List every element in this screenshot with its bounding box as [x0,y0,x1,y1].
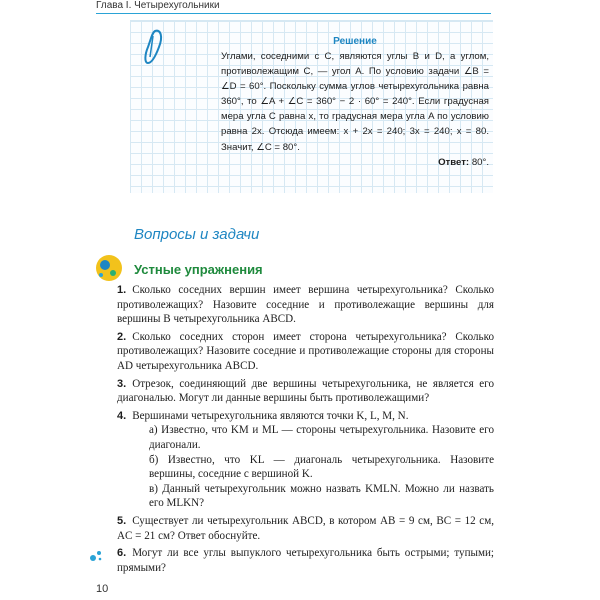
task-item [101,330,494,374]
task-number: 5. [117,514,127,527]
task-text: Существует ли четырехугольник ABCD, в котором AB = 9 см, BC = 12 см, AC = 21 см? Ответ обоснуйте. [117,514,494,542]
difficulty-dots-icon [89,548,103,562]
task-item [101,546,494,575]
solution-title: Решение [333,36,377,47]
answer-label: Ответ: [438,156,470,168]
solution-answer [221,155,489,170]
pen-icon [141,27,167,67]
oral-exercises-title: Устные упражнения [134,262,263,277]
task-item [101,514,494,543]
task-subitem: а) Известно, что KM и ML — стороны четырехугольника. Назовите его диагонали. [149,424,494,451]
task-text: Могут ли все углы выпуклого четырехугольника быть острыми; тупыми; прямыми? [117,547,494,574]
task-number: 4. [117,409,127,422]
task-list [101,283,494,578]
answer-value: 80°. [471,156,489,168]
task-text: Сколько соседних сторон имеет сторона четырехугольника? Сколько противолежащих? Назовите соседние и противолежащие стороны для стороны AD четырехугольника ABCD. [117,330,494,372]
solution-block [221,35,489,170]
task-item [101,377,494,406]
chapter-header [96,0,491,14]
task-text: Вершинами четырехугольника являются точки K, L, M, N. [132,409,409,422]
oral-exercises-icon [94,253,124,283]
task-text: Отрезок, соединяющий две вершины четырехугольника, не является его диагональю. Могут ли данные вершины быть противолежащими? [117,377,494,405]
task-subitem: б) Известно, что KL — диагональ четырехугольника. Назовите вершины, соседние с вершиной K. [149,453,494,481]
task-number: 1. [117,284,127,296]
solution-text: Углами, соседними с C, являются углы B и D, а углом, противолежащим C, — угол A. По условию задачи ∠B = ∠D = 60°. Поскольку сумма углов четырехугольника равна 360°, то ∠A + ∠C = 360° − 2 · 60° = 240°. Если градусная мера угла C равна x, то градусная мера угла A по условию равна 2x. Отсюда имеем: x + 2x = 240; 3x = 240; x = 80. Значит, ∠C = 80°. [221,51,489,153]
task-item [101,283,494,327]
task-number: 2. [117,330,127,343]
section-title: Вопросы и задачи [134,226,260,243]
page-number: 10 [96,583,109,595]
task-number: 6. [117,547,127,560]
chapter-title: Глава I. Четырехугольники [96,0,220,11]
task-subitem: в) Данный четырехугольник можно назвать KMLN. Можно ли назвать его MLKN? [149,482,494,510]
task-text: Сколько соседних вершин имеет вершина четырехугольника? Сколько противолежащих? Назовите соседние и противолежащие вершины для вершины B четырехугольника ABCD. [117,284,494,326]
task-item [101,409,494,511]
task-number: 3. [117,377,127,390]
